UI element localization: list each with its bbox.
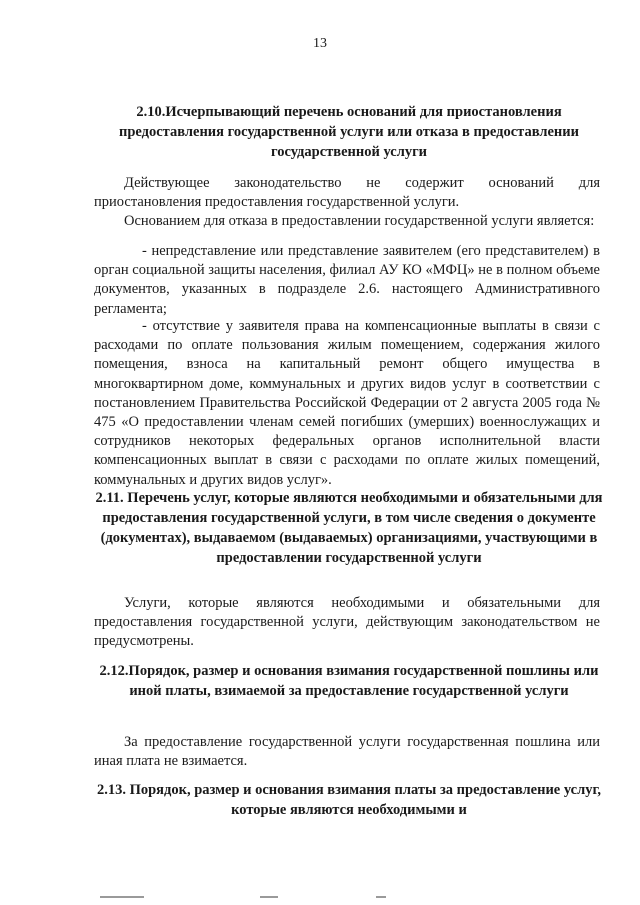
section-2-10-item-2: - отсутствие у заявителя права на компенсационные выплаты в связи с расходами по оплате пользования жилым помещением, содержания жилого помещения, взноса на капитальный ремонт общего имущества в многоквартирном доме, коммунальных и других видов услуг в соответствии с постановлением Правительства Российской Федерации от 2 августа 2005 года № 475 «О предоставлении членам семей погибших (умерших) военнослужащих и сотрудников некоторых федеральных органов исполнительной власти компенсационных выплат в связи с расходами по оплате жилых помещений, коммунальных и других видов услуг». (94, 318, 600, 488)
section-2-12-paragraph-1: За предоставление государственной услуги государственная пошлина или иная плата не взимается. (94, 734, 600, 770)
section-2-10-item-1: - непредставление или представление заявителем (его представителем) в орган социальной защиты населения, филиал АУ КО «МФЦ» не в полном объеме документов, указанных в подразделе 2.6. настоящего Административного регламента; (94, 243, 600, 317)
scan-artifact (100, 896, 400, 902)
section-2-10-paragraph-2: Основанием для отказа в предоставлении государственной услуги является: (124, 213, 595, 229)
page-number: 13 (313, 36, 327, 51)
section-2-12-heading: 2.12.Порядок, размер и основания взимания государственной пошлины или иной платы, взимаемой за предоставление государственной услуги (99, 663, 599, 699)
section-2-10-heading: 2.10.Исчерпывающий перечень оснований для приостановления предоставления государственной услуги или отказа в предоставлении государственной услуги (119, 104, 579, 160)
section-2-10-paragraph-1: Действующее законодательство не содержит оснований для приостановления предоставления государственной услуги. (94, 175, 600, 211)
section-2-11-paragraph-1: Услуги, которые являются необходимыми и обязательными для предоставления государственной услуги, действующим законодательством не предусмотрены. (94, 595, 600, 650)
section-2-11-heading: 2.11. Перечень услуг, которые являются необходимыми и обязательными для предоставления государственной услуги, в том числе сведения о документе (документах), выдаваемом (выдаваемых) организациями, участвующими в предоставлении государственной услуги (95, 490, 603, 566)
section-2-13-heading: 2.13. Порядок, размер и основания взимания платы за предоставление услуг, которые являются необходимыми и (96, 782, 602, 818)
